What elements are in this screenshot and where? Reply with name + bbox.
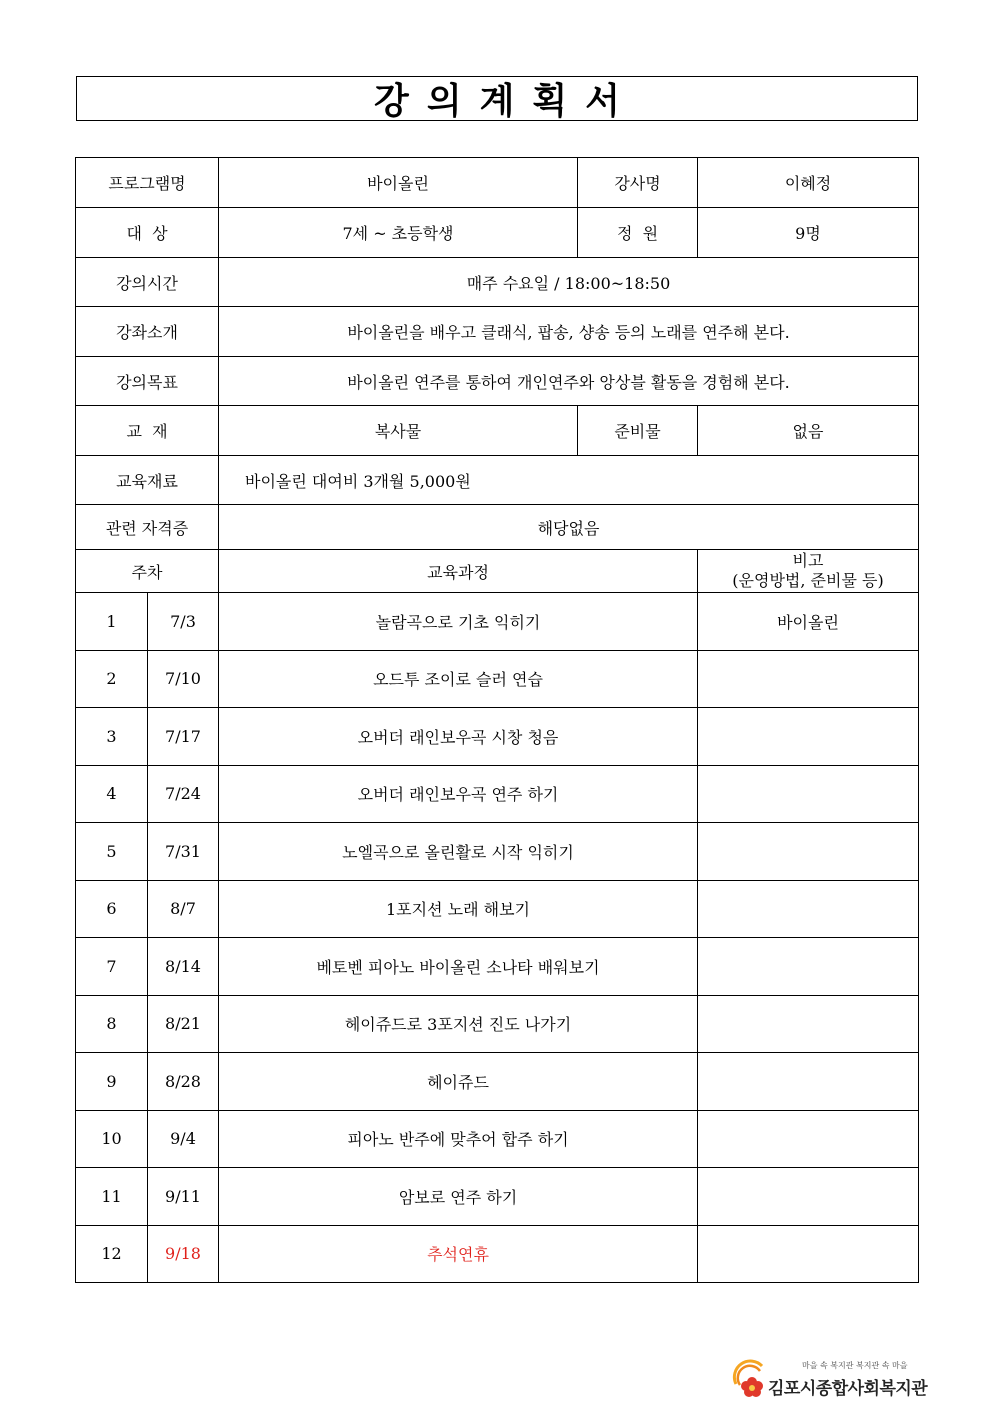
course-note [698,880,919,938]
schedule-row [76,708,919,766]
course-content: 암보로 연주 하기 [219,1168,698,1226]
logo-tagline: 마을 속 복지관 복지관 속 마을 [802,1361,908,1370]
week-date: 9/11 [148,1168,219,1226]
schedule-row [76,995,919,1053]
course-content: 추석연휴 [219,1225,698,1283]
row-goal [76,357,919,406]
course-note: 바이올린 [698,593,919,651]
logo-name: 김포시종합사회복지관 [768,1379,928,1399]
course-content: 노엘곡으로 올린활로 시작 익히기 [219,823,698,881]
target-label: 대 상 [76,208,219,258]
course-content: 헤이쥬드 [219,1053,698,1111]
row-time [76,258,919,307]
program-value: 바이올린 [219,158,578,208]
note-header [698,550,919,593]
course-content: 오드투 조이로 슬러 연습 [219,650,698,708]
schedule-body [76,593,919,1283]
page-title: 강의계획서 [374,81,638,122]
program-label: 프로그램명 [76,158,219,208]
course-content: 오버더 래인보우곡 시창 청음 [219,708,698,766]
instructor-value: 이혜정 [698,158,919,208]
week-date: 9/4 [148,1110,219,1168]
course-content: 1포지션 노래 해보기 [219,880,698,938]
course-note [698,765,919,823]
goal-value: 바이올린 연주를 통하여 개인연주와 앙상블 활동을 경험해 본다. [219,357,919,406]
course-header: 교육과정 [219,550,698,593]
week-number: 12 [76,1225,148,1283]
instructor-label: 강사명 [578,158,698,208]
organization-logo [732,1358,928,1400]
week-number: 4 [76,765,148,823]
course-note [698,650,919,708]
week-date: 7/17 [148,708,219,766]
week-date: 8/14 [148,938,219,996]
schedule-row [76,1168,919,1226]
prep-value: 없음 [698,406,919,456]
title-box [76,76,918,121]
schedule-row [76,765,919,823]
course-note [698,708,919,766]
row-fee [76,456,919,505]
time-label: 강의시간 [76,258,219,307]
week-date: 8/7 [148,880,219,938]
week-number: 6 [76,880,148,938]
week-number: 5 [76,823,148,881]
time-value: 매주 수요일 / 18:00~18:50 [219,258,919,307]
week-number: 11 [76,1168,148,1226]
schedule-header-row [76,550,919,593]
goal-label: 강의목표 [76,357,219,406]
target-value: 7세 ~ 초등학생 [219,208,578,258]
row-intro [76,307,919,357]
schedule-row [76,880,919,938]
course-note [698,938,919,996]
course-note [698,1110,919,1168]
course-note [698,1225,919,1283]
week-date: 7/24 [148,765,219,823]
row-target [76,208,919,258]
lecture-plan-table [75,157,919,1283]
course-content: 놀람곡으로 기초 익히기 [219,593,698,651]
row-program [76,158,919,208]
course-note [698,1053,919,1111]
week-date: 8/28 [148,1053,219,1111]
week-date: 7/3 [148,593,219,651]
note-header-line2: (운영방법, 준비물 등) [732,571,884,590]
cert-label: 관련 자격증 [76,505,219,550]
intro-label: 강좌소개 [76,307,219,357]
schedule-row [76,938,919,996]
capacity-value: 9명 [698,208,919,258]
cert-value: 해당없음 [219,505,919,550]
week-number: 2 [76,650,148,708]
course-note [698,1168,919,1226]
week-number: 7 [76,938,148,996]
row-cert [76,505,919,550]
row-textbook [76,406,919,456]
intro-value: 바이올린을 배우고 클래식, 팝송, 샹송 등의 노래를 연주해 본다. [219,307,919,357]
fee-value: 바이올린 대여비 3개월 5,000원 [219,456,919,505]
week-date: 7/31 [148,823,219,881]
week-number: 1 [76,593,148,651]
fee-label: 교육재료 [76,456,219,505]
schedule-row [76,650,919,708]
course-content: 오버더 래인보우곡 연주 하기 [219,765,698,823]
week-number: 10 [76,1110,148,1168]
week-number: 3 [76,708,148,766]
schedule-row [76,1225,919,1283]
week-date: 7/10 [148,650,219,708]
schedule-row [76,1053,919,1111]
textbook-label: 교 재 [76,406,219,456]
textbook-value: 복사물 [219,406,578,456]
course-content: 베토벤 피아노 바이올린 소나타 배워보기 [219,938,698,996]
week-number: 9 [76,1053,148,1111]
week-header: 주차 [76,550,219,593]
capacity-label: 정 원 [578,208,698,258]
course-content: 헤이쥬드로 3포지션 진도 나가기 [219,995,698,1053]
course-content: 피아노 반주에 맞추어 합주 하기 [219,1110,698,1168]
course-note [698,995,919,1053]
week-date: 9/18 [148,1225,219,1283]
course-note [698,823,919,881]
note-header-line1: 비고 [792,551,824,570]
week-date: 8/21 [148,995,219,1053]
week-number: 8 [76,995,148,1053]
schedule-row [76,593,919,651]
prep-label: 준비물 [578,406,698,456]
schedule-row [76,823,919,881]
flower-logo-icon [732,1358,772,1400]
schedule-row [76,1110,919,1168]
